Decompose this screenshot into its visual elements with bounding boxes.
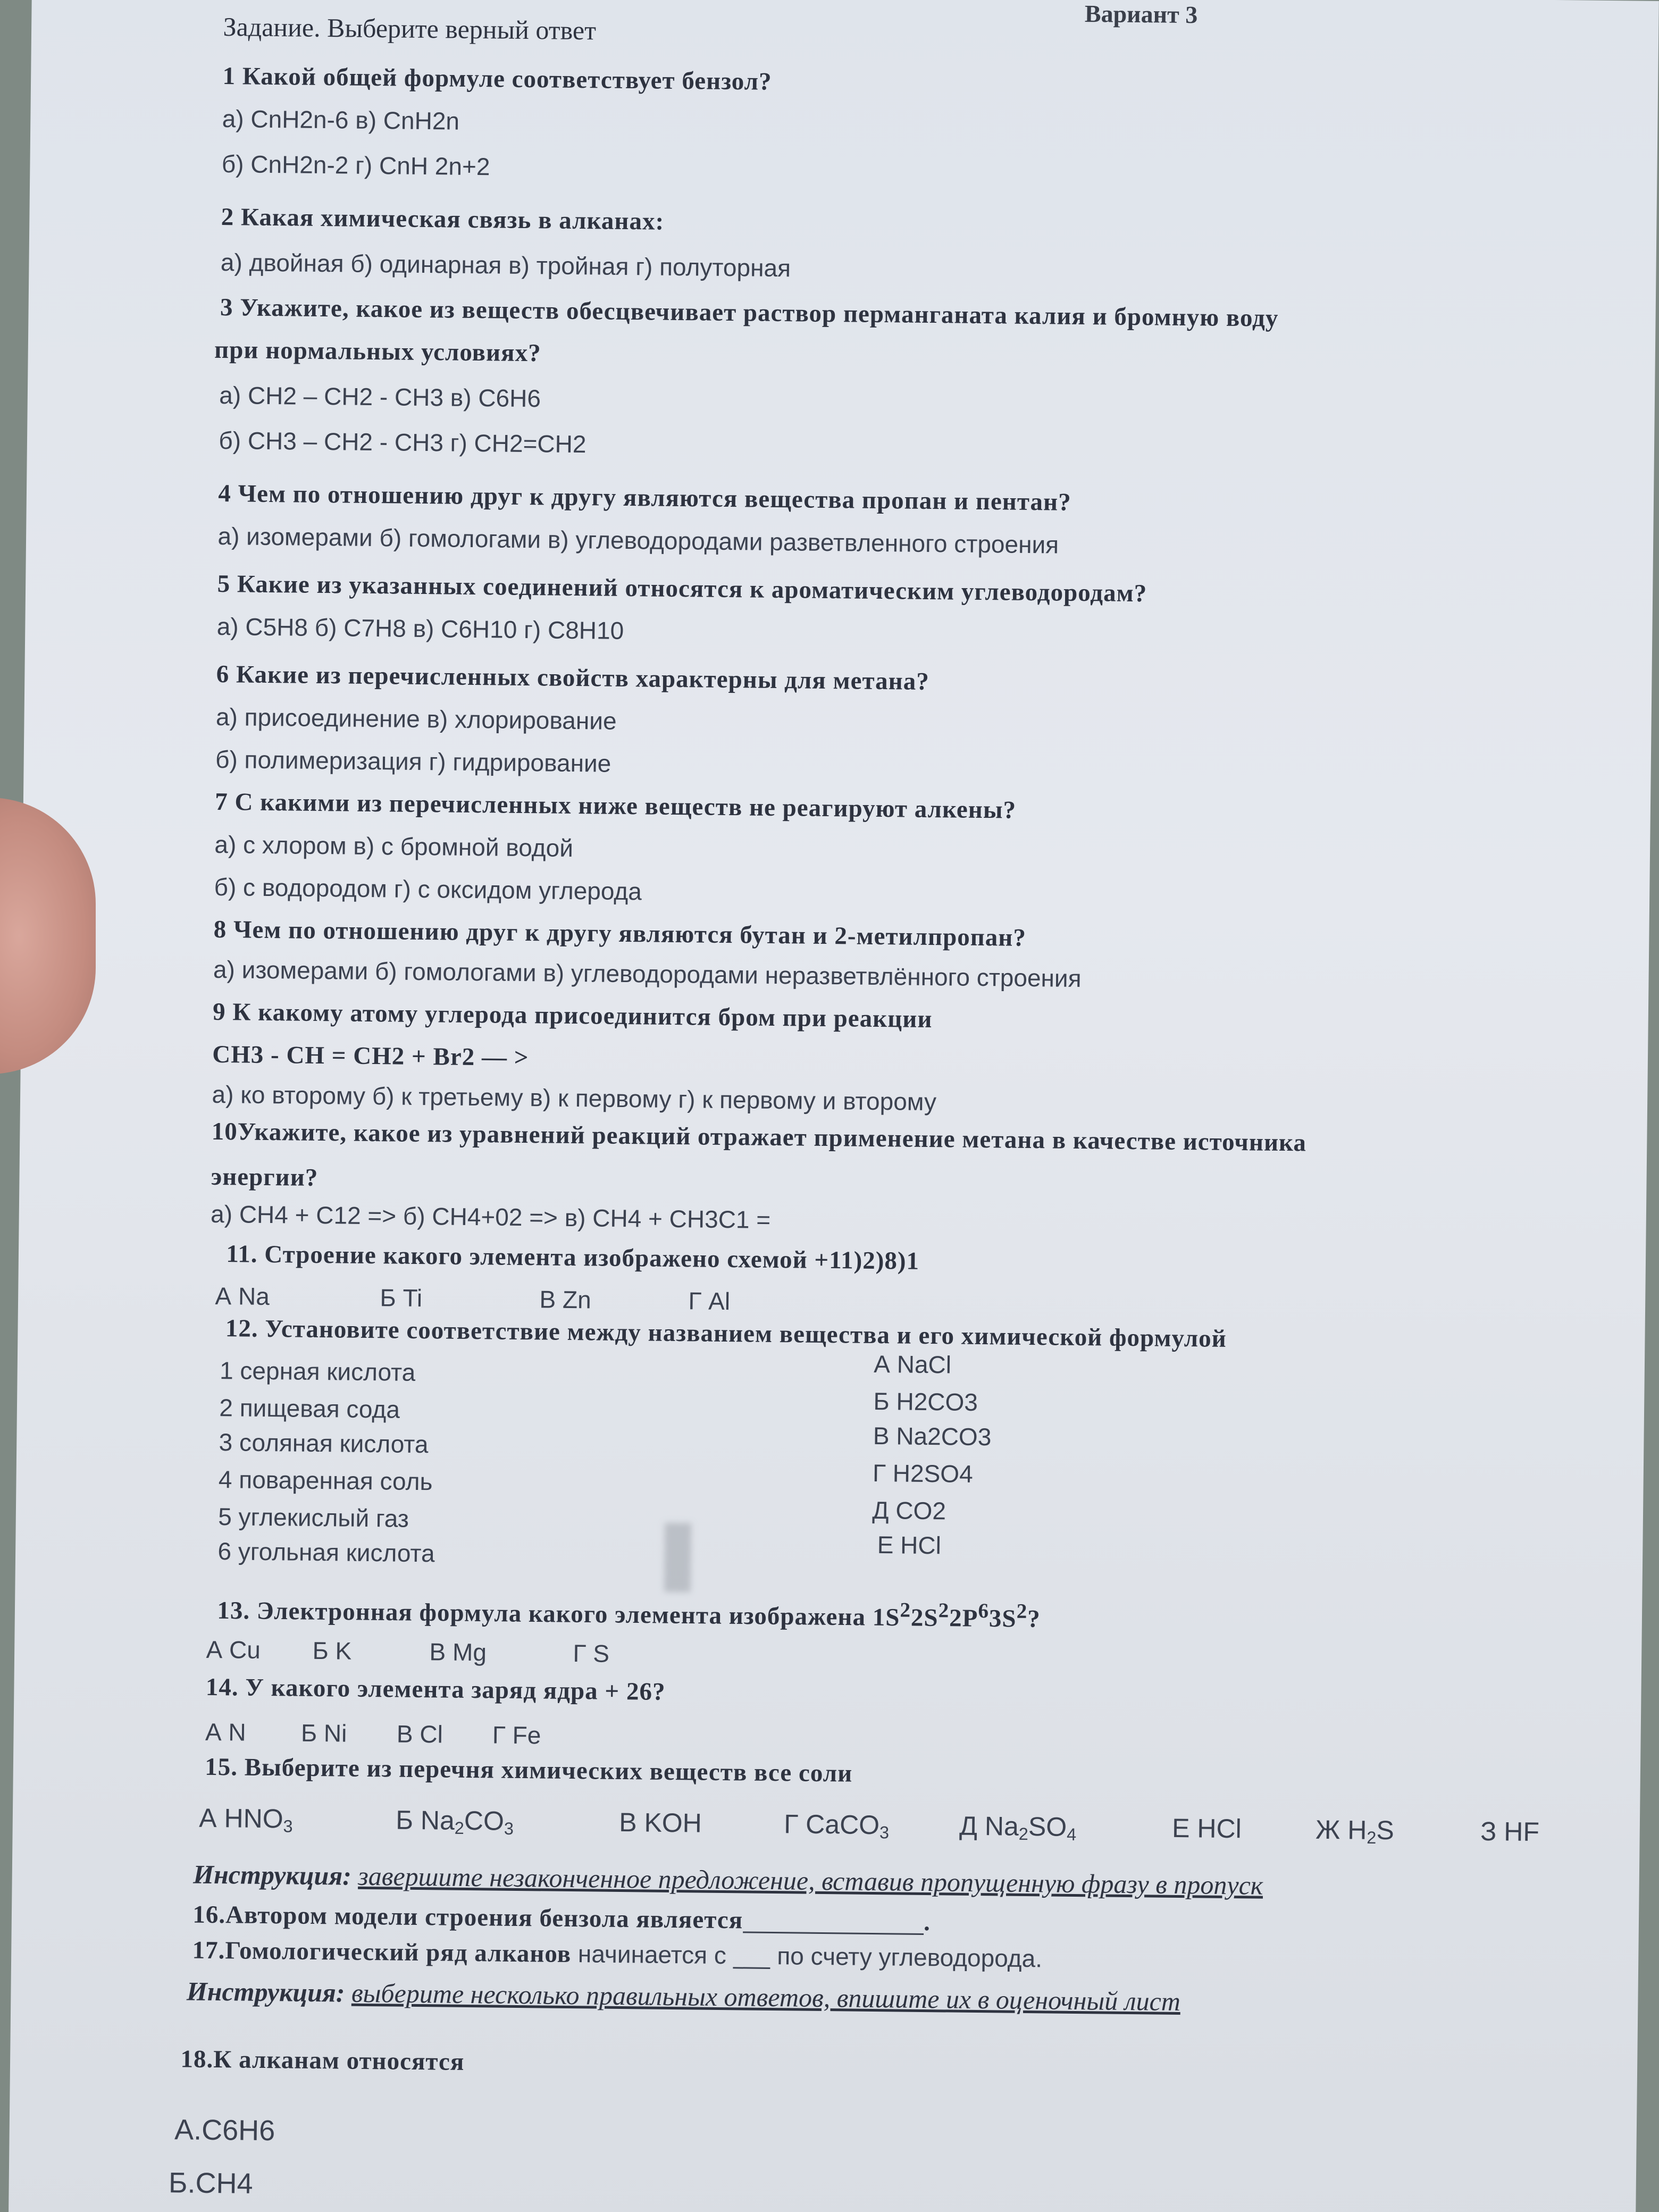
- option-label: Е HCl: [1171, 1813, 1242, 1844]
- question-12: 12. Установите соответствие между названием вещества и его химической формулой: [225, 1314, 1227, 1353]
- match-right-f: Е HCl: [877, 1531, 942, 1560]
- question-13-exp-2: 2: [938, 1599, 950, 1622]
- question-3-answers-b: б) CH3 – CH2 - CH3 г) CH2=CH2: [219, 426, 586, 458]
- question-10-answers: а) CH4 + C12 => б) CH4+02 => в) CH4 + CH3C1 =: [210, 1200, 771, 1234]
- question-9: 9 К какому атому углерода присоединится бром при реакции: [212, 998, 933, 1034]
- question-13-exp-3: 6: [978, 1599, 990, 1623]
- question-7: 7 С какими из перечисленных ниже веществ не реагируют алкены?: [215, 787, 1017, 824]
- question-15-option-c: [619, 1807, 702, 1839]
- question-13-option-a: А Cu: [206, 1635, 261, 1664]
- question-13-orbital-2s: 2S: [910, 1604, 939, 1632]
- question-13-option-b: Б K: [312, 1636, 352, 1665]
- instruction-1-label: Инструкция:: [192, 1859, 352, 1891]
- question-6: 6 Какие из перечисленных свойств характерны для метана?: [216, 660, 930, 696]
- question-18-option-b: Б.CH4: [168, 2167, 253, 2200]
- question-3-line-1: 3 Укажите, какое из веществ обесцвечивает раствор перманганата калия и бромную воду: [220, 293, 1279, 332]
- question-3-line-2: при нормальных условиях?: [214, 336, 541, 367]
- question-9-answers: а) ко второму б) к третьему в) к первому г) к первому и второму: [212, 1080, 937, 1116]
- option-subscript-2: 4: [1066, 1824, 1077, 1845]
- question-13-orbital-2p: 2P: [949, 1604, 978, 1632]
- question-18: 18.К алканам относятся: [180, 2045, 465, 2076]
- answer-blank: [743, 1906, 924, 1935]
- match-left-4: 4 поваренная соль: [218, 1465, 433, 1496]
- match-left-3: 3 соляная кислота: [219, 1428, 429, 1459]
- question-14: 14. У какого элемента заряд ядра + 26?: [205, 1673, 666, 1706]
- question-2-answers: а) двойная б) одинарная в) тройная г) полуторная: [220, 248, 791, 282]
- question-7-answers-b: б) с водородом г) с оксидом углерода: [214, 873, 642, 906]
- question-11-option-c: В Zn: [539, 1285, 591, 1314]
- question-13-exp-4: 2: [1016, 1599, 1028, 1623]
- match-right-c: В Na2CO3: [873, 1421, 992, 1451]
- question-13-option-d: Г S: [573, 1639, 610, 1668]
- question-8: 8 Чем по отношению друг к другу являются бутан и 2-метилпропан?: [213, 915, 1027, 952]
- question-15-option-e: [959, 1811, 1077, 1845]
- question-17-end: по счету углеводорода.: [770, 1941, 1043, 1973]
- question-4-answers: а) изомерами б) гомологами в) углеводородами разветвленного строения: [217, 522, 1059, 559]
- question-15-option-h: [1480, 1816, 1539, 1847]
- match-right-a: А NaCl: [874, 1350, 952, 1379]
- question-11-option-d: Г Al: [688, 1287, 731, 1316]
- option-subscript: 2: [454, 1818, 465, 1838]
- option-subscript: 3: [283, 1816, 293, 1836]
- question-11-option-a: А Na: [215, 1281, 270, 1311]
- instruction-2-label: Инструкция:: [186, 1976, 345, 2008]
- option-label: А HNO: [199, 1803, 283, 1834]
- question-4: 4 Чем по отношению друг к другу являются вещества пропан и пентан?: [218, 479, 1071, 516]
- question-1: 1 Какой общей формуле соответствует бензол?: [222, 62, 772, 96]
- question-17-text: начинается с: [571, 1940, 733, 1970]
- question-13-qmark: ?: [1027, 1605, 1041, 1633]
- question-2: 2 Какая химическая связь в алканах:: [221, 203, 665, 236]
- match-left-5: 5 углекислый газ: [217, 1503, 409, 1532]
- question-15-option-b: [396, 1805, 514, 1839]
- option-label-2: SO: [1028, 1812, 1067, 1842]
- question-10-line-1: 10Укажите, какое из уравнений реакций отражает применение метана в качестве источника: [211, 1117, 1307, 1157]
- option-subscript: 2: [1018, 1824, 1029, 1844]
- question-9-equation: CH3 - CH = CH2 + Br2 — >: [212, 1040, 529, 1072]
- ink-smudge: [664, 1523, 691, 1593]
- question-14-option-d: Г Fe: [492, 1721, 541, 1749]
- match-left-6: 6 угольная кислота: [217, 1537, 435, 1568]
- question-5: 5 Какие из указанных соединений относятся к ароматическим углеводородам?: [217, 569, 1147, 608]
- option-label-2: CO: [464, 1805, 505, 1836]
- match-left-1: 1 серная кислота: [219, 1356, 416, 1386]
- answer-blank: [733, 1941, 770, 1969]
- match-right-d: Г H2SO4: [872, 1459, 973, 1488]
- instruction-1-text: завершите незаконченное предложение, вставив пропущенную фразу в пропуск: [358, 1861, 1263, 1900]
- option-label: Б Na: [395, 1805, 455, 1836]
- question-17-bold: 17.Гомологический ряд алканов: [192, 1936, 572, 1968]
- instruction-2-text: выберите несколько правильных ответов, впишите их в оценочный лист: [351, 1978, 1181, 2017]
- question-15: 15. Выберите из перечня химических веществ все соли: [205, 1753, 853, 1788]
- question-13-orbital-3s: 3S: [988, 1604, 1017, 1633]
- question-13-option-c: В Mg: [429, 1638, 487, 1666]
- task-heading: Задание. Выберите верный ответ: [223, 11, 597, 46]
- question-11: 11. Строение какого элемента изображено схемой +11)2)8)1: [226, 1240, 920, 1275]
- option-label: Г CaCO: [783, 1809, 880, 1840]
- question-8-answers: а) изомерами б) гомологами в) углеводородами неразветвлённого строения: [213, 955, 1082, 992]
- question-1-answers-a: а) CnH2n-6 в) CnH2n: [222, 104, 460, 135]
- question-11-option-b: Б Ti: [380, 1284, 423, 1312]
- question-16-end: .: [923, 1908, 931, 1937]
- option-label: З HF: [1480, 1816, 1540, 1847]
- question-6-answers-a: а) присоединение в) хлорирование: [215, 702, 617, 735]
- question-15-option-d: [784, 1808, 890, 1842]
- question-1-answers-b: б) CnH2n-2 г) CnH 2n+2: [221, 149, 490, 181]
- question-3-answers-a: а) CH2 – CH2 - CH3 в) C6H6: [219, 381, 541, 413]
- question-13-text: 13. Электронная формула какого элемента изображена 1S: [217, 1596, 900, 1632]
- question-14-option-a: А N: [205, 1717, 246, 1746]
- question-18-option-a: А.C6H6: [174, 2114, 275, 2147]
- question-15-option-a: [199, 1803, 293, 1837]
- option-subscript: 3: [879, 1823, 890, 1842]
- question-7-answers-a: а) с хлором в) с бромной водой: [214, 830, 574, 862]
- match-right-e: Д CO2: [872, 1496, 946, 1525]
- question-14-option-b: Б Ni: [300, 1719, 347, 1747]
- question-15-option-f: [1172, 1813, 1242, 1844]
- question-6-answers-b: б) полимеризация г) гидрирование: [215, 745, 611, 777]
- question-16-text: 16.Автором модели строения бензола является: [192, 1900, 743, 1934]
- option-label: В KOH: [618, 1807, 702, 1838]
- option-label-2: S: [1376, 1815, 1395, 1846]
- question-13-exp-1: 2: [900, 1598, 911, 1622]
- option-label: Ж H: [1315, 1814, 1367, 1845]
- match-left-2: 2 пищевая сода: [219, 1394, 400, 1423]
- option-subscript: 2: [1367, 1828, 1377, 1848]
- option-label: Д Na: [959, 1811, 1019, 1841]
- question-10-line-2: энергии?: [211, 1162, 319, 1192]
- question-15-option-g: [1316, 1814, 1394, 1848]
- question-5-answers: а) C5H8 б) C7H8 в) C6H10 г) C8H10: [216, 612, 624, 644]
- variant-label: Вариант 3: [1084, 0, 1198, 29]
- question-14-option-c: В Cl: [396, 1720, 443, 1748]
- option-subscript-2: 3: [504, 1819, 514, 1839]
- match-right-b: Б H2CO3: [873, 1387, 978, 1417]
